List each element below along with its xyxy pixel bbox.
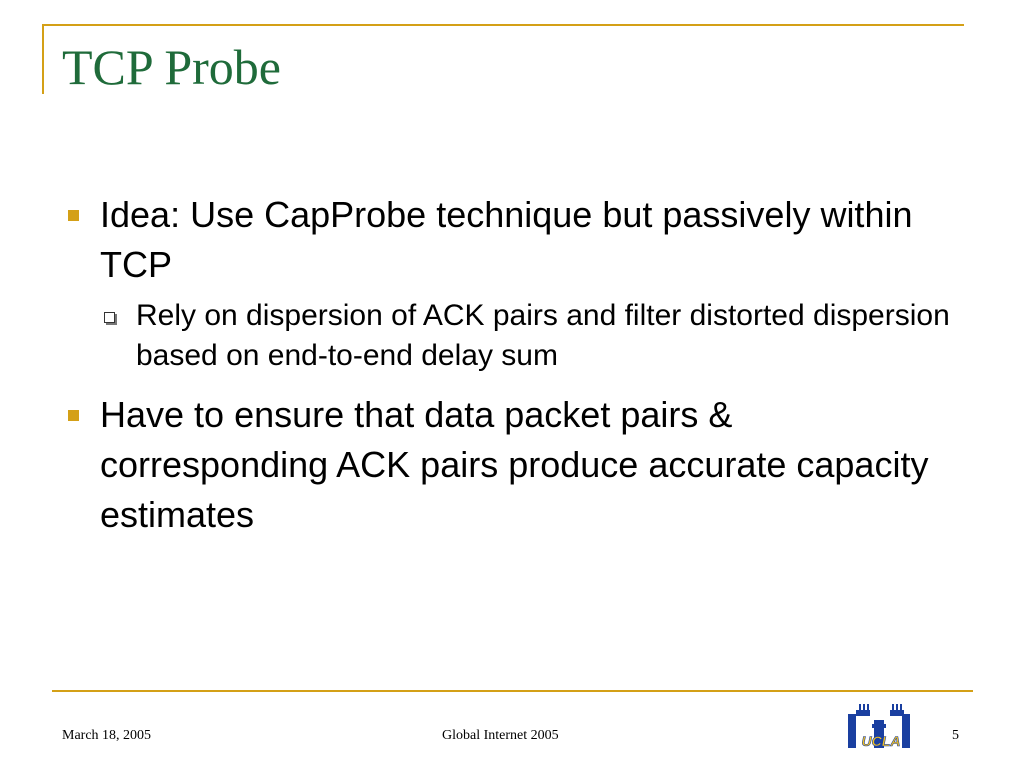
square-bullet-icon xyxy=(68,410,79,421)
bullet-text: Have to ensure that data packet pairs & corresponding ACK pairs produce accurate capacity estimates xyxy=(100,394,929,535)
footer-date: March 18, 2005 xyxy=(62,728,152,743)
footer-page-number: 5 xyxy=(952,728,959,743)
bullet-item xyxy=(60,190,960,290)
sub-bullet-item xyxy=(60,296,960,376)
title-frame-left-line xyxy=(42,24,44,94)
square-bullet-icon xyxy=(68,210,79,221)
sub-bullet-text: Rely on dispersion of ACK pairs and filter distorted dispersion based on end-to-end delay sum xyxy=(136,299,950,372)
slide-content xyxy=(60,190,960,546)
ucla-logo-icon xyxy=(846,700,916,762)
footer-divider xyxy=(52,690,973,692)
footer-conference: Global Internet 2005 xyxy=(442,728,559,743)
title-frame-top-line xyxy=(42,24,964,26)
logo-text: UCLA xyxy=(861,733,901,749)
bullet-item xyxy=(60,390,960,540)
bullet-text: Idea: Use CapProbe technique but passively within TCP xyxy=(100,194,913,285)
slide-title: TCP Probe xyxy=(62,39,281,95)
hollow-square-bullet-icon xyxy=(104,312,115,323)
